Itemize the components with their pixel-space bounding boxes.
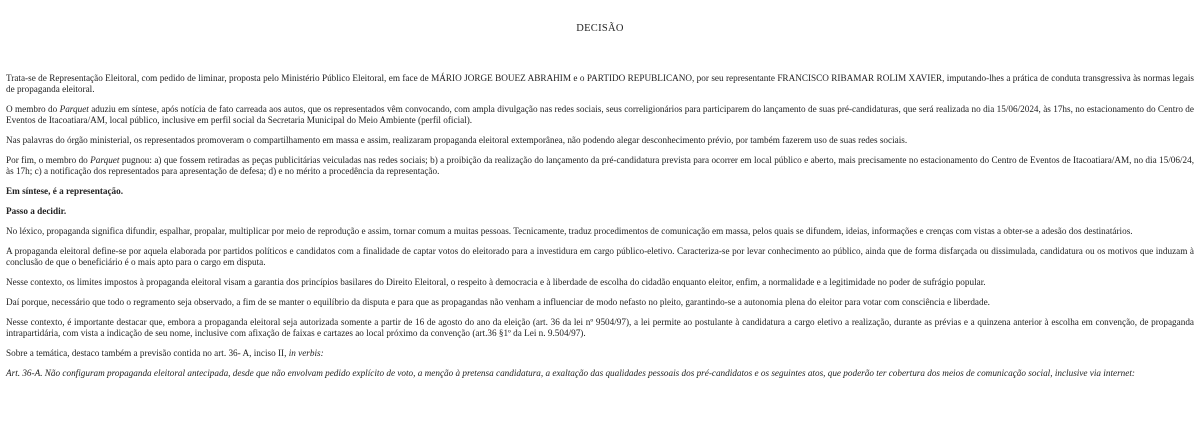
paragraph-requests (6, 155, 1194, 177)
paragraph-ministerial-words: Nas palavras do órgão ministerial, os representados promoveram o compartilhamento em massa e assim, realizaram propaganda eleitoral extemporânea, não podendo alegar desconhecimento prévio, por também fazerem uso de suas redes sociais. (6, 135, 908, 145)
paragraph-parquet-summary (6, 104, 1194, 126)
paragraph-regulation: Daí porque, necessário que todo o regramento seja observado, a fim de se manter o equilíbrio da disputa e para que as propagandas não venham a influenciar de modo nefasto no pleito, garantindo-se a autonomia plena do eleitor para votar com consciência e liberdade. (6, 297, 990, 307)
paragraph-context: Nesse contexto, é importante destacar que, embora a propaganda eleitoral seja autorizada somente a partir de 16 de agosto do ano da eleição (art. 36 da lei nº 9504/97), a lei permite ao postulante à candidatura a cargo eletivo a realização, durante as prévias e a quinzena anterior à escolha em convenção, de propaganda intrapartidária, com vista a indicação de seu nome, inclusive com afixação de faixas e cartazes ao local próximo da convenção (art.36 §1º da Lei n. 9.504/97). (6, 317, 1194, 338)
document-body (6, 73, 1194, 388)
paragraph-text: aduziu em síntese, após notícia de fato carreada aos autos, que os representados vêm convocando, com ampla divulgação nas redes sociais, seus correligionários para participarem do lançamento de suas pré-candidaturas, que será realizada no dia 15/06/2024, às 17hs, no estacionamento do Centro de Eventos de Itacoatiara/AM, local público, inclusive em perfil social da Secretaria Municipal do Meio Ambiente (perfil oficial). (6, 104, 1194, 125)
paragraph-text: Por fim, o membro do (6, 155, 91, 165)
paragraph-thematic (6, 348, 1194, 359)
paragraph-definition: A propaganda eleitoral define-se por aquela elaborada por partidos políticos e candidatos com a finalidade de captar votos do eleitorado para a investidura em cargo público-eletivo. Caracteriza-se por levar conhecimento ao público, ainda que de forma disfarçada ou dissimulada, candidatura ou os motivos que induzam à conclusão de que o beneficiário é o mais apto para o cargo em disputa. (6, 246, 1194, 267)
article-quote: Art. 36-A. Não configuram propaganda eleitoral antecipada, desde que não envolvam pedido explícito de voto, a menção à pretensa candidatura, a exaltação das qualidades pessoais dos pré-candidatos e os seguintes atos, que poderão ter cobertura dos meios de comunicação social, inclusive via internet: (6, 368, 1135, 378)
paragraph-lexicon: No léxico, propaganda significa difundir, espalhar, propalar, multiplicar por meio de reprodução e assim, tornar comum a muitas pessoas. Tecnicamente, traduz procedimentos de comunicação em massa, pelos quais se difundem, ideias, informações e crenças com vistas a obter-se a adesão dos destinatários. (6, 226, 1133, 236)
in-verbis-term: in verbis: (288, 348, 324, 358)
summary-heading: Em síntese, é a representação. (6, 186, 124, 196)
paragraph-text: Sobre a temática, destaco também a previsão contida no art. 36- A, inciso II, (6, 348, 289, 358)
parquet-term: Parquet (90, 155, 120, 165)
paragraph-text: pugnou: a) que fossem retiradas as peças publicitárias veiculadas nas redes sociais; b) a proibição da realização do lançamento da pré-candidatura prevista para ocorrer em local público e aberto, mais precisamente no estacionamento do Centro de Eventos de Itacoatiara/AM, no dia 15/06/24, às 17h; c) a notificação dos representados para apresentação de defesa; d) e no mérito a procedência da representação. (6, 155, 1194, 176)
paragraph-limits: Nesse contexto, os limites impostos à propaganda eleitoral visam a garantia dos princípios basilares do Direito Eleitoral, o respeito à democracia e à liberdade de escolha do cidadão enquanto eleitor, enfim, a normalidade e a legitimidade no poder de sufrágio popular. (6, 277, 986, 287)
document-title: DECISÃO (576, 23, 624, 34)
decide-heading: Passo a decidir. (6, 206, 67, 216)
paragraph-intro: Trata-se de Representação Eleitoral, com pedido de liminar, proposta pelo Ministério Público Eleitoral, em face de MÁRIO JORGE BOUEZ ABRAHIM e o PARTIDO REPUBLICANO, por seu representante FRANCISCO RIBAMAR ROLIM XAVIER, imputando-lhes a prática de conduta transgressiva às normas legais de propaganda eleitoral. (6, 73, 1194, 94)
parquet-term: Parquet (59, 104, 89, 114)
paragraph-text: O membro do (6, 104, 60, 114)
